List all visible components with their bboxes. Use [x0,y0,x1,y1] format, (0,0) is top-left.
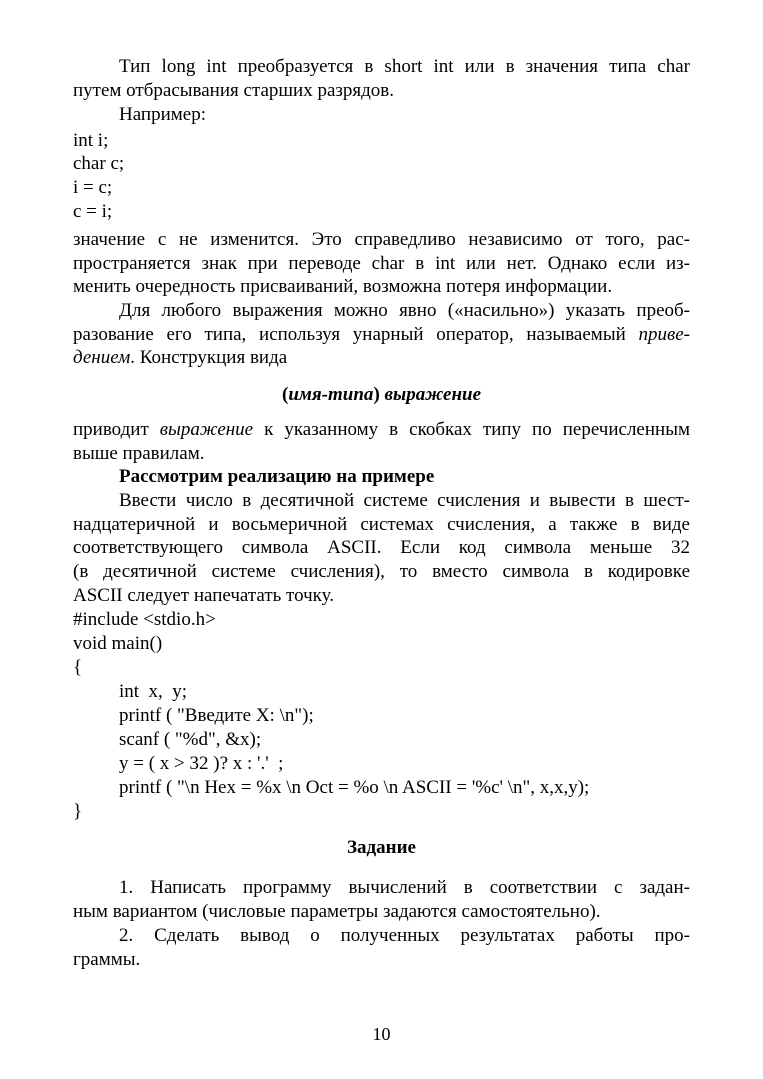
task-2-line1: 2. Сделать вывод о полученных результатах работы про- [119,925,690,946]
code-include: #include <stdio.h> [73,609,216,630]
para4-italic: выражение [159,419,254,440]
para2-line3: менить очередность присваиваний, возможна потеря информации. [73,276,613,297]
code1-line: int i; [73,130,109,151]
code-body-line: printf ( "\n Hex = %x \n Oct = %o \n ASCII = '%c' \n", x,x,y); [119,777,590,798]
para3-line2-italic: приве- [638,324,690,345]
code1-line: c = i; [73,201,113,222]
para3-line3-italic: дением [73,347,131,368]
page-number: 10 [372,1024,391,1044]
para2-line2: пространяется знак при переводе char в int или нет. Однако если из- [73,253,690,274]
para1-line1: Тип long int преобразуется в short int или в значения типа char [119,56,690,77]
construct-type-name: имя-типа [288,384,374,405]
code1-line: char c; [73,153,125,174]
construct-open-paren: ( [281,384,289,405]
construct-syntax [73,383,690,407]
task-desc-line4: (в десятичной системе счисления), то вместо символа в кодировке [73,561,690,582]
code-close-brace: } [73,801,83,822]
para3-line2 [73,323,690,347]
code1-line: i = c; [73,177,113,198]
para4-line1 [73,418,690,442]
code-body-line: scanf ( "%d", &x); [119,729,262,750]
para4-text-a: приводит [73,419,160,440]
para3-line1: Для любого выражения можно явно («насильно») указать преоб- [119,300,690,321]
example-label: Например: [119,104,206,125]
construct-expression: выражение [379,384,482,405]
para3-line2-text: разование его типа, используя унарный оператор, называемый [73,324,639,345]
section-title: Задание [347,837,416,858]
task-1-line2: ным вариантом (числовые параметры задаются самостоятельно). [73,901,601,922]
code-body-line: y = ( x > 32 )? x : '.' ; [119,753,284,774]
para3-line3 [73,346,287,370]
task-desc-line5: ASCII следует напечатать точку. [73,585,334,606]
para2-line1: значение c не изменится. Это справедливо независимо от того, рас- [73,229,690,250]
task-desc-line3: соответствующего символа ASCII. Если код символа меньше 32 [73,537,690,558]
task-2-line2: граммы. [73,949,141,970]
code-main: void main() [73,633,163,654]
para3-line3-text: . Конструкция вида [130,347,288,368]
code-body-line: printf ( "Введите X: \n"); [119,705,314,726]
task-1-line1: 1. Написать программу вычислений в соответствии с задан- [119,877,690,898]
code-body-line: int x, y; [119,681,188,702]
construct-close-paren: ) [373,384,380,405]
task-desc-line1: Ввести число в десятичной системе счисления и вывести в шест- [119,490,690,511]
code-open-brace: { [73,657,83,678]
example-heading: Рассмотрим реализацию на примере [119,466,435,487]
para4-line2: выше правилам. [73,443,205,464]
para4-text-c: к указанному в скобках типу по перечисленным [253,419,690,440]
task-desc-line2: надцатеричной и восьмеричной системах счисления, а также в виде [73,514,690,535]
para1-line2: путем отбрасывания старших разрядов. [73,80,395,101]
